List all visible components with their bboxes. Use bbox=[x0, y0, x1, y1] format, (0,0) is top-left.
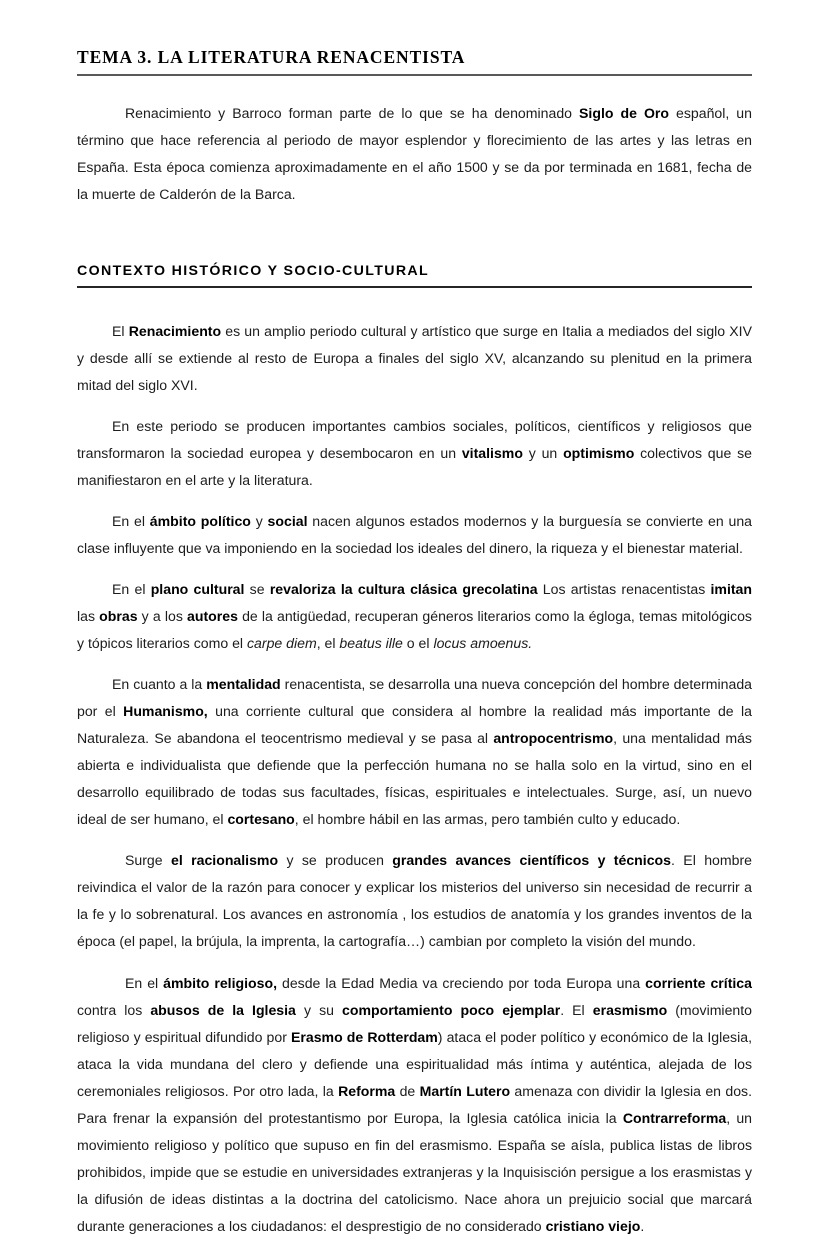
paragraph-cambios bbox=[77, 413, 752, 494]
text-run: contra los bbox=[77, 1001, 151, 1018]
text-run: En cuanto a la bbox=[112, 676, 207, 693]
italic-run: carpe diem bbox=[246, 634, 317, 651]
paragraph-racionalismo bbox=[77, 847, 752, 955]
text-run: amenaza con dividir la Iglesia en dos. Para frenar la expansión del protestantismo por Europa, la Iglesia católica inicia la bbox=[77, 1082, 752, 1126]
text-run: Renacimiento y Barroco forman parte de lo que se ha denominado bbox=[125, 104, 580, 121]
bold-run: obras bbox=[99, 607, 138, 624]
text-run: se bbox=[244, 580, 270, 597]
bold-run: social bbox=[267, 512, 308, 529]
bold-run: revaloriza la cultura clásica grecolatina bbox=[269, 580, 538, 597]
bold-run: corriente crítica bbox=[645, 974, 752, 991]
text-run: o el bbox=[402, 634, 434, 651]
bold-run: vitalismo bbox=[461, 444, 523, 461]
bold-run: el racionalismo bbox=[171, 852, 279, 869]
paragraph-intro bbox=[77, 100, 752, 208]
paragraph-mentalidad bbox=[77, 671, 752, 833]
bold-run: Renacimiento bbox=[128, 322, 222, 339]
text-run: renacentista, se desarrolla una nueva concepción del hombre determinada por el bbox=[77, 676, 752, 720]
text-run: y se producen bbox=[278, 852, 393, 869]
text-run: español, un término que hace referencia al periodo de mayor esplendor y florecimiento de las artes y las letras en España. Esta época comienza aproximadamente en el año 1500 y se da por terminada en 1681, fecha de la muerte de Calderón de la Barca. bbox=[77, 104, 752, 203]
paragraph-renacimiento bbox=[77, 318, 752, 399]
text-run: desde la Edad Media va creciendo por toda Europa una bbox=[277, 974, 646, 991]
paragraph-ambito-religioso bbox=[77, 970, 752, 1240]
text-run: Los artistas renacentistas bbox=[537, 580, 711, 597]
bold-run: comportamiento poco ejemplar bbox=[342, 1001, 561, 1018]
italic-run: locus amoenus. bbox=[433, 634, 533, 651]
bold-run: Erasmo de Rotterdam bbox=[290, 1028, 438, 1045]
bold-run: Martín Lutero bbox=[419, 1082, 511, 1099]
bold-run: ámbito político bbox=[149, 512, 251, 529]
paragraph-plano-cultural bbox=[77, 576, 752, 657]
italic-run: beatus ille bbox=[339, 634, 403, 651]
paragraph-ambito-politico bbox=[77, 508, 752, 562]
text-run: y un bbox=[522, 444, 564, 461]
text-run: de bbox=[395, 1082, 420, 1099]
bold-run: ámbito religioso, bbox=[163, 974, 277, 991]
text-run: . El bbox=[560, 1001, 593, 1018]
text-run: una corriente cultural que considera al hombre la realidad más importante de la Naturaleza. Se abandona el teocentrismo medieval y se pasa al bbox=[77, 703, 753, 747]
text-run: En este periodo se producen importantes cambios sociales, políticos, científicos y religiosos que transformaron la sociedad europea y desembocaron en un bbox=[77, 417, 752, 461]
text-run: Surge bbox=[125, 852, 171, 869]
bold-run: erasmismo bbox=[592, 1001, 668, 1018]
body-section bbox=[77, 318, 752, 1240]
bold-run: Siglo de Oro bbox=[579, 104, 669, 121]
bold-run: antropocentrismo bbox=[493, 730, 614, 747]
text-run: , una mentalidad más abierta e individualista que defiende que la perfección humana no se halla solo en la virtud, sino en el desarrollo equilibrado de todas sus facultades, físicas, espirituales e intelectuales. Surge, así, un nuevo ideal de ser humano, el bbox=[77, 730, 752, 828]
section-divider bbox=[77, 286, 752, 288]
bold-run: autores bbox=[187, 607, 238, 624]
section-heading: CONTEXTO HISTÓRICO Y SOCIO-CULTURAL bbox=[77, 263, 430, 280]
bold-run: imitan bbox=[710, 580, 753, 597]
text-run: En el bbox=[112, 512, 150, 529]
bold-run: plano cultural bbox=[150, 580, 245, 597]
text-run: las bbox=[77, 607, 100, 624]
text-run: es un amplio periodo cultural y artístico que surge en Italia a mediados del siglo XIV y desde allí se extiende al resto de Europa a finales del siglo XV, alcanzando su plenitud en la primera mitad del siglo XVI. bbox=[77, 322, 752, 393]
text-run: , el hombre hábil en las armas, pero también culto y educado. bbox=[294, 811, 681, 828]
text-run: . bbox=[640, 1217, 645, 1234]
text-run: En el bbox=[112, 580, 151, 597]
text-run: de la antigüedad, recuperan géneros literarios como la égloga, temas mitológicos y tópicos literarios como el bbox=[77, 607, 752, 651]
text-run: . El hombre reivindica el valor de la razón para conocer y explicar los misterios del universo sin necesidad de recurrir a la fe y lo sobrenatural. Los avances en astronomía , los estudios de anatomía y los grandes inventos de la época (el papel, la brújula, la imprenta, la cartografía…) cambian por completo la visión del mundo. bbox=[77, 852, 752, 950]
bold-run: cristiano viejo bbox=[545, 1217, 641, 1234]
bold-run: grandes avances científicos y técnicos bbox=[392, 852, 671, 869]
title-divider bbox=[77, 74, 752, 76]
text-run: nacen algunos estados modernos y la burguesía se convierte en una clase influyente que va imponiendo en la sociedad los ideales del dinero, la riqueza y el bienestar material. bbox=[77, 512, 753, 556]
section-heading-block bbox=[77, 262, 752, 287]
text-run: El bbox=[112, 322, 129, 339]
text-run: y su bbox=[295, 1001, 343, 1018]
text-run: y bbox=[250, 512, 268, 529]
bold-run: abusos de la Iglesia bbox=[150, 1001, 296, 1018]
page-title: TEMA 3. LA LITERATURA RENACENTISTA bbox=[77, 47, 466, 67]
text-run: , el bbox=[316, 634, 340, 651]
bold-run: optimismo bbox=[563, 444, 635, 461]
bold-run: Reforma bbox=[338, 1082, 396, 1099]
bold-run: cortesano bbox=[227, 811, 295, 828]
intro-section bbox=[77, 100, 752, 208]
text-run: y a los bbox=[137, 607, 188, 624]
text-run: En el bbox=[125, 974, 164, 991]
text-run: , un movimiento religioso y político que supuso en fin del erasmismo. España se aísla, publica listas de libros prohibidos, impide que se estudie en universidades extranjeras y la Inquisisción persigue a los erasmistas y la difusión de ideas distintas a la doctrina del catolicismo. Nace ahora un prejuicio social que marcará durante generaciones a los ciudadanos: el desprestigio de no considerado bbox=[77, 1109, 752, 1234]
text-run: colectivos que se manifiestaron en el arte y la literatura. bbox=[77, 444, 752, 488]
text-run: (movimiento religioso y espiritual difundido por bbox=[77, 1001, 752, 1045]
text-run: ) ataca el poder político y económico de la Iglesia, ataca la vida mundana del clero y defiende una espiritualidad más íntima y auténtica, alejada de los ceremoniales religiosos. Por otro lada, la bbox=[77, 1028, 752, 1099]
bold-run: mentalidad bbox=[206, 676, 281, 693]
bold-run: Contrarreforma bbox=[622, 1109, 727, 1126]
bold-run: Humanismo, bbox=[123, 703, 208, 720]
